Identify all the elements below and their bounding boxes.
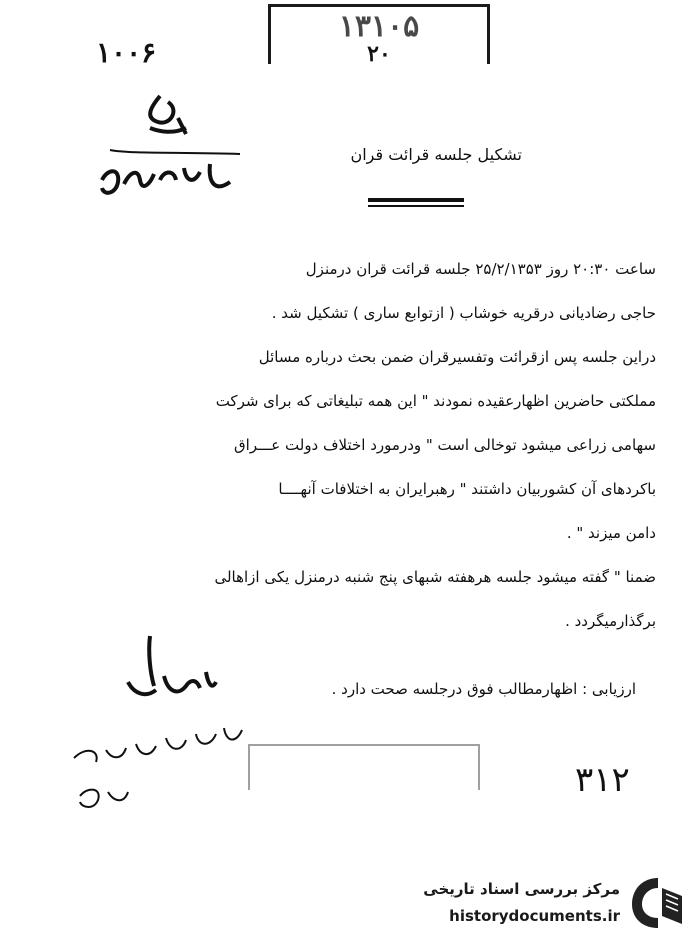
handwritten-annotation-bottom (66, 716, 246, 816)
stamp-number: ۱۳۱۰۵ (338, 9, 420, 44)
page-number: ۳۱۲ (575, 760, 630, 800)
body-line-1: ساعت ۲۰:۳۰ روز ۲۵/۲/۱۳۵۳ جلسه قرائت قران درمنزل (305, 260, 656, 278)
body-line-4: مملکتی حاضرین اظهارعقیده نمودند " این همه تبلیغاتی که برای شرکت (215, 392, 656, 410)
document-number: ۱۰۰۶ (96, 36, 157, 69)
closing-line-2: برگذارمیگردد . (565, 612, 656, 630)
body-line-7: دامن میزند " . (566, 524, 656, 542)
document-title: تشکیل جلسه قرائت قران (350, 145, 522, 164)
handwritten-signature-assessment (120, 632, 220, 704)
body-line-5: سهامی زراعی میشود توخالی است " ودرمورد اختلاف دولت عـــراق (234, 436, 656, 454)
body-line-3: دراین جلسه پس ازقرائت وتفسیرقران ضمن بحث درباره مسائل (258, 348, 656, 366)
closing-line-1: ضمنا " گفته میشود جلسه هرهفته شبهای پنج شنبه درمنزل یکی ازاهالی (214, 568, 656, 586)
faint-stamp-box (248, 744, 480, 790)
assessment-line: ارزیابی : اظهارمطالب فوق درجلسه صحت دارد . (331, 680, 636, 698)
stamp-subnumber: ۲۰ (367, 41, 391, 67)
archive-logo-icon (628, 874, 688, 932)
body-line-6: باکردهای آن کشوربیان داشتند " رهبرایران به اختلافات آنهــــا (278, 480, 656, 498)
watermark-url: historydocuments.ir (449, 907, 620, 925)
watermark-name: مرکز بررسی اسناد تاریخی (423, 880, 620, 898)
body-line-2: حاجی رضادیانی درقریه خوشاب ( ازتوابع ساری ) تشکیل شد . (271, 304, 656, 322)
